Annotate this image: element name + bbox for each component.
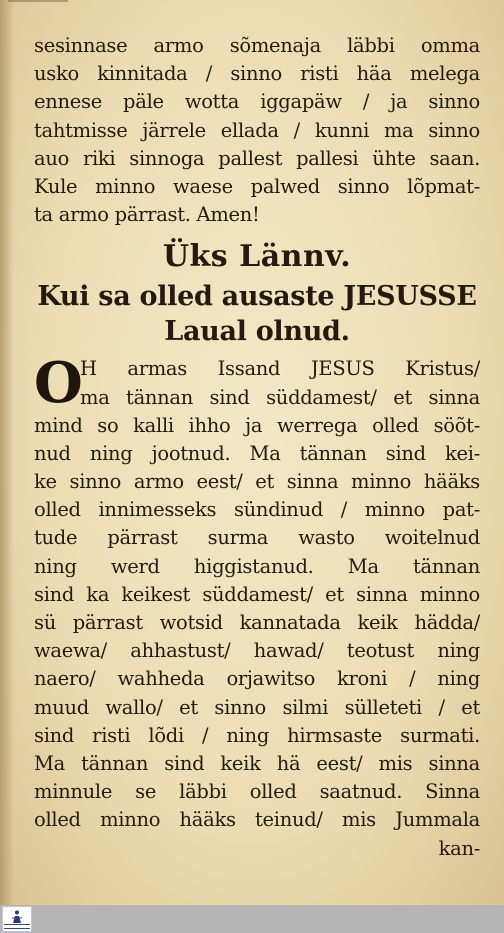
text-line: H armas Issand JESUS Kristus/ bbox=[80, 357, 480, 381]
text-line: nud ning jootnud. Ma tännan sind kei- bbox=[34, 441, 480, 465]
text-line: ennese päle wotta iggapäw / ja sinno bbox=[34, 90, 480, 114]
page-text bbox=[34, 32, 480, 863]
text-line: olled innimesseks sündinud / minno pat- bbox=[34, 498, 480, 522]
viewer-footer-bar bbox=[0, 905, 504, 933]
text-line: sesinnase armo sõmenaja läbbi omma bbox=[34, 34, 480, 57]
text-line: sind ka keikest süddamest/ et sinna minno bbox=[34, 582, 480, 606]
section-subheading-line: Kui sa olled ausaste JESUSSE bbox=[37, 281, 477, 313]
text-line: sind risti lõdi / ning hirmsaste surmati. bbox=[34, 723, 480, 747]
text-line: ning werd higgistanud. Ma tännan bbox=[34, 554, 480, 578]
text-line: Kule minno waese palwed sinno lõpmat- bbox=[34, 174, 480, 198]
text-line: minnule se läbbi olled saatnud. Sinna bbox=[34, 780, 480, 804]
drop-initial: O bbox=[34, 350, 83, 417]
text-line: mind so kalli ihho ja werrega olled söõt- bbox=[34, 413, 480, 437]
catchword: kan- bbox=[438, 836, 480, 860]
prayer-body bbox=[34, 350, 480, 862]
text-line: ma tännan sind süddamest/ et sinna bbox=[80, 385, 480, 409]
text-line: waewa/ ahhastust/ hawad/ teotust ning bbox=[34, 639, 480, 663]
page-edge-rule bbox=[8, 0, 68, 5]
text-line: usko kinnitada / sinno risti häa melega bbox=[34, 62, 480, 86]
library-logo-icon[interactable] bbox=[2, 906, 32, 932]
text-line: ta armo pärrast. Amen! bbox=[34, 203, 260, 227]
text-line: tude pärrast surma wasto woitelnud bbox=[34, 526, 480, 550]
text-line: olled minno hääks teinud/ mis Jummala bbox=[34, 808, 480, 832]
text-line: ke sinno armo eest/ et sinna minno hääks bbox=[34, 470, 480, 494]
section-heading: Üks Lännv. bbox=[162, 239, 352, 275]
text-line: auo riki sinnoga pallest pallesi ühte saan. bbox=[34, 146, 480, 170]
text-line: sü pärrast wotsid kannatada keik hädda/ bbox=[34, 611, 480, 634]
person-figure-icon bbox=[11, 910, 23, 924]
logo-wordmark-lines bbox=[4, 924, 30, 929]
text-line: muud wallo/ et sinno silmi sülleteti / et bbox=[34, 695, 480, 719]
text-line: Ma tännan sind keik hä eest/ mis sinna bbox=[34, 751, 480, 775]
text-line: naero/ wahheda orjawitso kroni / ning bbox=[34, 667, 480, 691]
section-subheading-line: Laual olnud. bbox=[164, 316, 350, 348]
text-line: tahtmisse järrele ellada / kunni ma sinno bbox=[34, 118, 480, 142]
